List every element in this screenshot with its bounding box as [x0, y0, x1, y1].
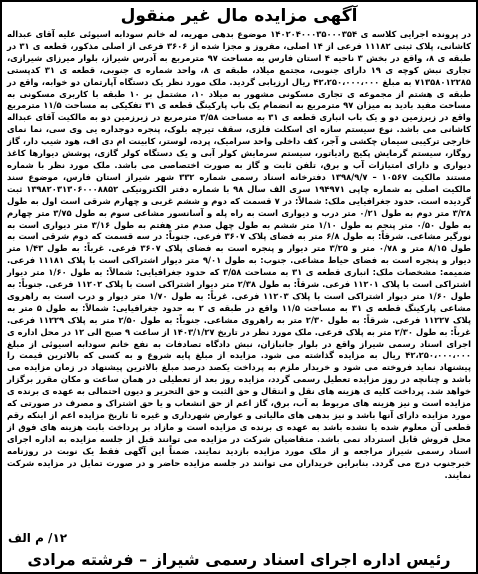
notice-code: ۱۲/ م الف — [8, 531, 68, 545]
notice-title: آگهی مزایده مال غیر منقول — [120, 6, 358, 26]
signature-line: رئیس اداره اجرای اسناد رسمی شیراز – فرشته مرادی — [27, 550, 451, 569]
notice-body: در پرونده اجرایی کلاسه ی ۱۴۰۲۰۴۰۰۰۳۵۰۰۰۳۵۴ موضوع بدهی مهریه، له خانم سودابه اسیوئی علیه آقای عبداله کاشانی، پلاک ثبتی ۱۱۱۸۲ فرعی از ۱۴ اصلی، مفروز و مجزا شده از ۳۶۰۶ فرعی از اصلی مذکور، قطعه ی ۳۱ در طبقه ی ۸، واقع در بخش ۳ ناحیه ۴ استان فارس به مساحت ۹۷ مترمربع به آدرس شیراز، بلوار میرزای شیرازی، تجاری نبش کوچه ی ۱۹ دارای جنوبی، مجتمع میلاد، طبقه ی ۸، واحد شماره ی جنوبی، قطعه ی ۳۱ کدپستی ۷۱۳۵۸۰۱۲۲۸۵ به مبلغ ۴۲،۲۵۰،۰۰۰،۰۰۰ ریال ارزیابی گردید. ملک مورد نظر یک دستگاه آپارتمان دو خوابه، واقع در طبقه ی هشتم از مجموعه ی تجاری مسکونی مشهور به میلاد ۱۰، مشتمل بر ۱۰ طبقه با کاربری مسکونی به مساحت مفید بادید به میزان ۹۷ مترمربع به انضمام یک باب پارکینگ قطعه ی ۳۱ تفکیکی به مساحت ۱۱/۵ مترمربع واقع در زیرزمین دو و یک باب انباری قطعه ی ۳۱ به مساحت ۳/۵۸ مترمربع در زیرزمین دو به مالکیت آقای عبداله کاشانی می باشد. نوع سیستم سازه ای اسکلت فلزی، سقف تیرچه بلوک، پنجره دوجداره یی وی سی، نما نمای خارجی ترکیبی سیمان چکشی و آجر، کف داخلی واحد سرامیک، پرده، لوستر، کابینت ام دی اف، هود شیب دار، گاز روگار، سیستم گرمایش پکیج رادیاتور، سیستم سرمایش کولر آبی و یک دستگاه کولر گازی، پوشش دیوارها کاغذ دیواری و دارای امتیازات آب و برق، تلفن ثابت و گاز به صورت اختصاصی می باشد. ملک مورد نظر با شماره مستند مالکیت ۱۰۵۶۷ – ۱۳۹۸/۹/۷ دفترخانه اسناد رسمی شماره ۳۳۲ شهر شیراز استان فارس، موضوع سند مالکیت اصلی به شماره چاپی ۱۹۴۹۷۱ سری الف سال ۹۸ با شماره دفتر الکترونیکی ۱۳۹۸۲۰۳۱۳۰۶۰۰۰۸۸۵۲ ثبت گردیده است. حدود جغرافیایی ملک: شمالاً: در ۷ قسمت که دوم و ششم غربی و چهارم شرقی است اول به طول ۳/۲۸ متر دوم به طول ۰/۲۱ متر درب و دیواری است به راه پله و آسانسور مشاعی سوم به طول ۳/۷۵ متر چهارم به طول ۰/۵۰ متر پنجم به طول ۱/۱۰ متر ششم به طول چهل صدم متر هفتم به طول ۳/۱۶ متر دیواری است به نورگیر مشاعی. شرقاً: به طول ۶/۸ متر به فضای پلاک ۳۶۰۷ فرعی. جنوباً: در سه قسمت که دوم شرقی است به طول ۸/۱۵ متر و ۰/۷۸ متر و ۳/۲۵ متر دیوار و پنجره است به فضای پلاک ۳۶۰۷ فرعی. غرباً: به طول ۱/۴۳ متر دیوار و پنجره است به فضای حیاط مشاعی. جنوب: به طول ۹/۰۱ متر دیوار اشتراکی است با پلاک ۱۱۱۸۱ فرعی. ضمیمه: مشخصات ملک: انباری قطعه ی ۳۱ به مساحت ۳/۵۸ که حدود جغرافیایی: شمالاً: به طول ۱/۶۰ متر دیوار اشتراکی است با پلاک ۱۱۲۰۱ فرعی. شرقاً: به طول ۲/۳۸ متر دیوار اشتراکی است با پلاک ۱۱۲۰۲ فرعی. جنوباً: به طول ۱/۶۰ متر دیوار اشتراکی است با پلاک ۱۱۲۰۳ فرعی. غرباً: به طول ۱/۷۰ متر دیوار و درب است به راهروی مشاعی پارکینگ قطعه ی ۳۱ به مساحت ۱۱/۵ واقع در طبقه ی ۲ به حدود جغرافیایی: شمالاً: به طول ۵ متر به پلاک ۱۱۲۲۷ فرعی. شرقاً: به طول ۲/۳۰ متر به راهروی مشاعی. جنوباً: به طول ۲/۵۰ متر به پلاک ۱۱۲۲۹ فرعی. غرباً: به طول ۲/۳۰ متر به پلاک فرعی. ملک مورد نظر در تاریخ ۱۴۰۳/۱/۲۷ از ساعت ۹ صبح الی ۱۲ در محل اداره ی اجرای اسناد رسمی شیراز واقع در بلوار جانبازان، نبش دادگاه تصادفات به نفع خانم سودابه اسیوئی از مبلغ ۴۲،۲۵۰،۰۰۰،۰۰۰ ریال به مزایده گذاشته می شود. مزایده از مبلغ پایه شروع و به کسی که بالاترین قیمت را پیشنهاد نماید فروخته می شود و خریدار ملزم به پرداخت یکصد درصد مبلغ بالاترین پیشنهاد در زمان مزایده می باشد و چنانچه در روز مزایده تعطیل رسمی گردد، مزایده روز بعد از تعطیلی در همان ساعت و مکان مقرر برگزار خواهد شد. پرداخت کلیه ی هزینه های نقل و انتقال و حق الثبت و حق التحریر و دیون احتمالی به عهده ی برنده ی مزایده است و نیز هزینه های مربوط به آب، برق، گاز اعم از حق انشعاب و یا حق اشتراک و مصرف در صورتی که مورد مزایده دارای آنها باشد و نیز بدهی های مالیاتی و عوارض شهرداری و غیره تا تاریخ مزایده اعم از اینکه رقم قطعی آن معلوم شده یا نشده باشد به عهده ی برنده ی مزایده است و مازاد بر پرداخت بابت هزینه های فوق از محل فروش قابل استرداد نمی باشد. متقاضیان شرکت در مزایده می توانند قبل از جلسه مزایده به اداره اجرای اسناد رسمی شیراز مراجعه و از ملک مورد مزایده بازدید نمایند. ضمناً این آگهی فقط یک نوبت در روزنامه خبرجنوب درج می گردد. بنابراین خریداران می توانند در جلسه مزایده حاضر و در صورت تمایل در مزایده شرکت نمایند. — [7, 29, 472, 480]
